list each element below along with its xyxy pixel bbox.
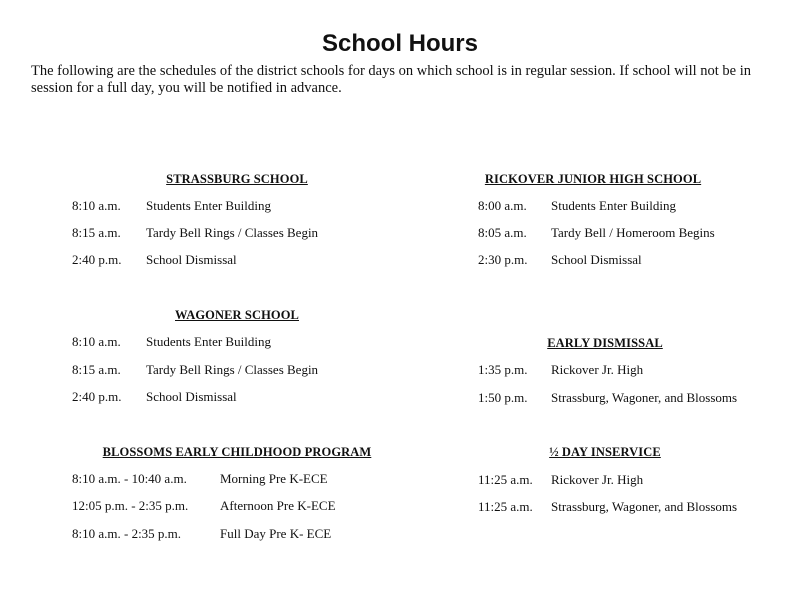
rickover-event-3: School Dismissal: [551, 252, 642, 267]
wagoner-time-2: 8:15 a.m.: [72, 362, 121, 377]
half-day-time-1: 11:25 a.m.: [478, 472, 533, 487]
strassburg-time-1: 8:10 a.m.: [72, 198, 121, 213]
wagoner-event-1: Students Enter Building: [146, 334, 271, 349]
intro-paragraph: The following are the schedules of the district schools for days on which school is in regular session. If school will not be in session for a full day, you will be notified in advance.: [31, 63, 752, 96]
early-dismissal-heading: EARLY DISMISSAL: [547, 336, 663, 350]
rickover-time-3: 2:30 p.m.: [478, 252, 528, 267]
rickover-time-2: 8:05 a.m.: [478, 225, 527, 240]
strassburg-time-2: 8:15 a.m.: [72, 225, 121, 240]
early-dismissal-event-1: Rickover Jr. High: [551, 362, 644, 377]
strassburg-event-3: School Dismissal: [146, 252, 237, 267]
half-day-time-2: 11:25 a.m.: [478, 499, 533, 514]
strassburg-event-1: Students Enter Building: [146, 198, 271, 213]
blossoms-event-2: Afternoon Pre K-ECE: [220, 498, 336, 513]
rickover-heading: RICKOVER JUNIOR HIGH SCHOOL: [484, 172, 702, 186]
rickover-time-1: 8:00 a.m.: [478, 198, 527, 213]
wagoner-event-2: Tardy Bell Rings / Classes Begin: [146, 362, 319, 377]
half-day-event-2: Strassburg, Wagoner, and Blossoms: [551, 499, 738, 514]
blossoms-time-3: 8:10 a.m. - 2:35 p.m.: [72, 526, 182, 541]
early-dismissal-time-2: 1:50 p.m.: [478, 390, 528, 405]
strassburg-time-3: 2:40 p.m.: [72, 252, 122, 267]
strassburg-heading: STRASSBURG SCHOOL: [166, 172, 308, 186]
early-dismissal-event-2: Strassburg, Wagoner, and Blossoms: [551, 390, 738, 405]
blossoms-time-2: 12:05 p.m. - 2:35 p.m.: [72, 498, 189, 513]
strassburg-event-2: Tardy Bell Rings / Classes Begin: [146, 225, 319, 240]
page-title: School Hours: [321, 30, 478, 57]
wagoner-time-1: 8:10 a.m.: [72, 334, 121, 349]
blossoms-event-1: Morning Pre K-ECE: [220, 471, 328, 486]
blossoms-event-3: Full Day Pre K- ECE: [220, 526, 332, 541]
wagoner-heading: WAGONER SCHOOL: [175, 308, 299, 322]
rickover-event-2: Tardy Bell / Homeroom Begins: [551, 225, 715, 240]
half-day-heading: ½ DAY INSERVICE: [549, 445, 661, 459]
early-dismissal-time-1: 1:35 p.m.: [478, 362, 528, 377]
rickover-event-1: Students Enter Building: [551, 198, 676, 213]
half-day-event-1: Rickover Jr. High: [551, 472, 644, 487]
wagoner-event-3: School Dismissal: [146, 389, 237, 404]
blossoms-heading: BLOSSOMS EARLY CHILDHOOD PROGRAM: [102, 445, 372, 459]
wagoner-time-3: 2:40 p.m.: [72, 389, 122, 404]
blossoms-time-1: 8:10 a.m. - 10:40 a.m.: [72, 471, 187, 486]
